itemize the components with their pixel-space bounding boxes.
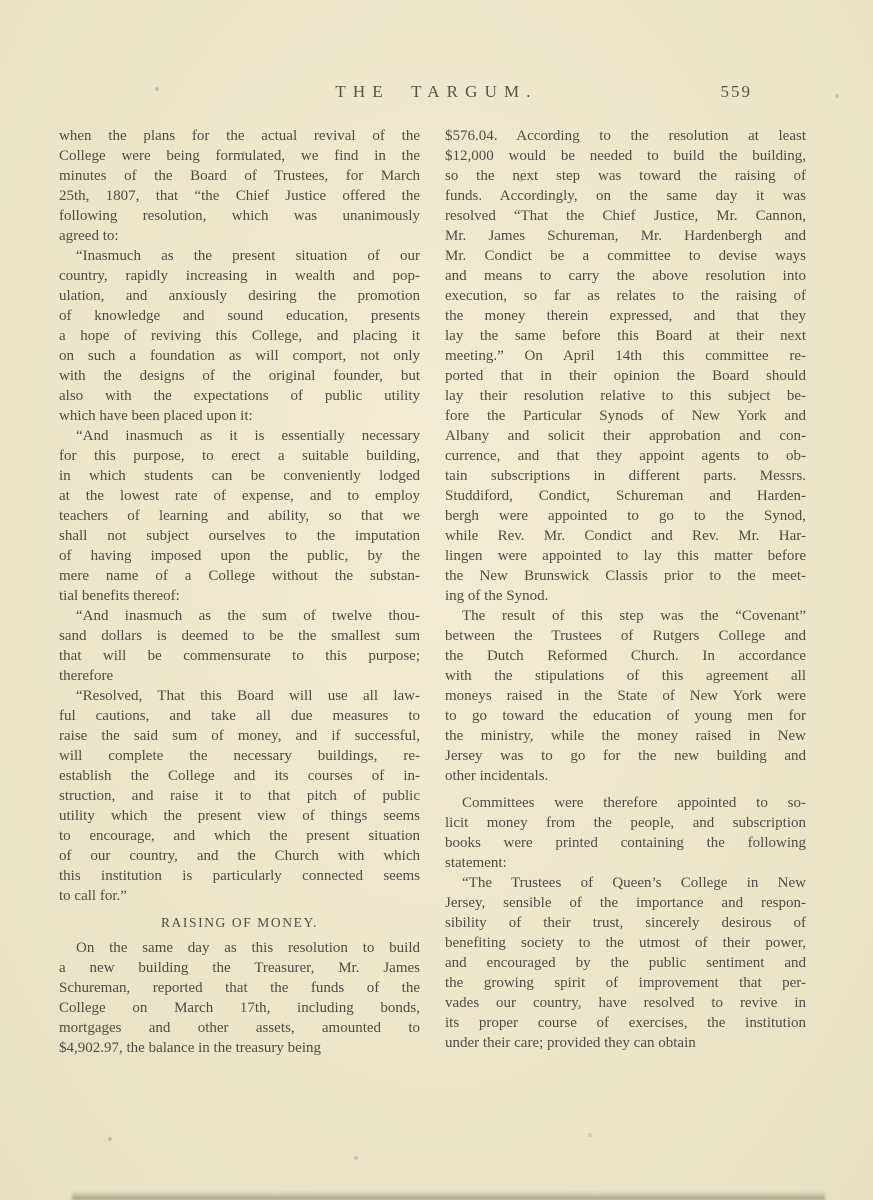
text-line: College were being formulated, we find in the (59, 148, 420, 164)
text-line: 25th, 1807, that “the Chief Justice offered the (59, 188, 420, 204)
text-line: that will be commensurate to this purpose; (59, 648, 420, 664)
text-line: minutes of the Board of Trustees, for March (59, 168, 420, 184)
text-line: following resolution, which was unanimously (59, 208, 420, 224)
page-number: 559 (720, 82, 752, 101)
text-line: “The Trustees of Queen’s College in New (462, 875, 806, 891)
text-line: ing of the Synod. (445, 588, 549, 604)
text-line: “Inasmuch as the present situation of our (76, 248, 420, 264)
text-line: the ministry, while the money raised in New (445, 728, 806, 744)
text-line: sand dollars is deemed to be the smallest sum (59, 628, 420, 644)
text-line: On the same day as this resolution to build (76, 940, 420, 956)
paragraph (59, 606, 420, 686)
text-line: to encourage, and which the present situation (59, 828, 420, 844)
text-line: teachers of learning and ability, so that we (59, 508, 420, 524)
text-line: The result of this step was the “Covenant” (462, 608, 806, 624)
text-line: moneys raised in the State of New York were (445, 688, 806, 704)
paragraph (445, 606, 806, 786)
text-line: Studdiford, Condict, Schureman and Harden- (445, 488, 806, 504)
text-line: ful cautions, and take all due measures to (59, 708, 420, 724)
text-line: country, rapidly increasing in wealth and pop- (59, 268, 420, 284)
text-line: “Resolved, That this Board will use all law- (76, 688, 420, 704)
text-line: of having imposed upon the public, by the (59, 548, 420, 564)
text-line: to go toward the education of young men for (445, 708, 806, 724)
text-line: College on March 17th, including bonds, (59, 1000, 420, 1016)
text-line: Jersey was to go for the new building and (445, 748, 806, 764)
text-line: the Dutch Reformed Church. In accordance (445, 648, 806, 664)
text-line: its proper course of exercises, the institution (445, 1015, 806, 1031)
text-line: establish the College and its courses of in- (59, 768, 420, 784)
running-title: THE TARGUM. (335, 82, 538, 101)
text-line: ported that in their opinion the Board should (445, 368, 806, 384)
paragraph (59, 246, 420, 426)
text-line: mere name of a College without the substan- (59, 568, 420, 584)
text-line: also with the expectations of public utility (59, 388, 420, 404)
text-line: and encouraged by the public sentiment and (445, 955, 806, 971)
text-line: at the lowest rate of expense, and to employ (59, 488, 420, 504)
text-line: “And inasmuch as the sum of twelve thou- (76, 608, 420, 624)
text-line: of our country, and the Church with which (59, 848, 420, 864)
scan-edge-shadow (72, 1191, 825, 1200)
text-line: agreed to: (59, 228, 119, 244)
text-line: struction, and raise it to that pitch of public (59, 788, 420, 804)
text-line: for this purpose, to erect a suitable building, (59, 448, 420, 464)
text-line: while Rev. Mr. Condict and Rev. Mr. Har- (445, 528, 806, 544)
text-line: the New Brunswick Classis prior to the meet- (445, 568, 806, 584)
left-column (59, 126, 420, 1058)
text-line: fore the Particular Synods of New York and (445, 408, 806, 424)
text-line: under their care; provided they can obtain (445, 1035, 696, 1051)
text-line: statement: (445, 855, 507, 871)
text-line: therefore (59, 668, 114, 684)
text-line: other incidentals. (445, 768, 549, 784)
text-line: the money therein expressed, and that they (445, 308, 806, 324)
text-line: in which students can be conveniently lodged (59, 468, 420, 484)
text-line: tial benefits thereof: (59, 588, 180, 604)
text-line: vades our country, have resolved to revive in (445, 995, 806, 1011)
text-line: $12,000 would be needed to build the building, (445, 148, 806, 164)
text-line: between the Trustees of Rutgers College and (445, 628, 806, 644)
text-line: Committees were therefore appointed to so- (462, 795, 806, 811)
text-line: currence, and that they appoint agents to ob- (445, 448, 806, 464)
text-line: tain subscriptions in different parts. Messrs. (445, 468, 806, 484)
text-line: and means to carry the above resolution into (445, 268, 806, 284)
text-line: this institution is particularly connected seems (59, 868, 420, 884)
section-heading: RAISING OF MONEY. (160, 915, 319, 930)
paragraph (59, 686, 420, 906)
paragraph (59, 126, 420, 246)
text-line: raise the said sum of money, and if successful, (59, 728, 420, 744)
text-line: Schureman, reported that the funds of the (59, 980, 420, 996)
text-line: to call for.” (59, 888, 127, 904)
text-line: when the plans for the actual revival of the (59, 128, 420, 144)
text-line: mortgages and other assets, amounted to (59, 1020, 420, 1036)
text-line: which have been placed upon it: (59, 408, 253, 424)
text-line: will complete the necessary buildings, re- (59, 748, 420, 764)
text-line: Mr. Condict be a committee to devise ways (445, 248, 806, 264)
text-line: licit money from the people, and subscription (445, 815, 806, 831)
text-line: $576.04. According to the resolution at least (445, 128, 806, 144)
paragraph (445, 873, 806, 1053)
text-line: with the designs of the original founder, but (59, 368, 420, 384)
text-line: shall not subject ourselves to the imputation (59, 528, 420, 544)
text-line: Albany and solicit their approbation and con- (445, 428, 806, 444)
paragraph (59, 426, 420, 606)
text-line: utility which the present view of things seems (59, 808, 420, 824)
text-line: sibility of their trust, sincerely desirous of (445, 915, 806, 931)
text-line: $4,902.97, the balance in the treasury being (59, 1040, 322, 1056)
text-line: the growing spirit of improvement that per- (445, 975, 806, 991)
text-line: resolved “That the Chief Justice, Mr. Cannon, (445, 208, 806, 224)
paragraph (445, 793, 806, 873)
text-line: with the stipulations of this agreement all (445, 668, 806, 684)
text-line: ulation, and anxiously desiring the promotion (59, 288, 420, 304)
text-line: lay their resolution relative to this subject be- (445, 388, 806, 404)
text-line: of knowledge and sound education, presents (59, 308, 420, 324)
text-line: Mr. James Schureman, Mr. Hardenbergh and (445, 228, 806, 244)
text-line: lay the same before this Board at their next (445, 328, 806, 344)
text-line: bergh were appointed to go to the Synod, (445, 508, 806, 524)
text-line: Jersey, sensible of the importance and respon- (445, 895, 806, 911)
right-column (445, 126, 806, 1058)
text-line: a hope of reviving this College, and placing it (59, 328, 420, 344)
text-columns (59, 126, 807, 1058)
text-line: “And inasmuch as it is essentially necessary (76, 428, 420, 444)
text-line: so the next step was toward the raising of (445, 168, 806, 184)
text-line: books were printed containing the following (445, 835, 806, 851)
text-line: meeting.” On April 14th this committee re- (445, 348, 806, 364)
text-line: a new building the Treasurer, Mr. James (59, 960, 420, 976)
paragraph (445, 126, 806, 606)
scan-speck (0, 0, 2, 2)
paragraph (59, 938, 420, 1058)
text-line: execution, so far as relates to the raising of (445, 288, 806, 304)
text-line: lingen were appointed to lay this matter before (445, 548, 806, 564)
text-line: on such a foundation as will comport, not only (59, 348, 420, 364)
page-header (0, 82, 873, 108)
text-line: funds. Accordingly, on the same day it was (445, 188, 806, 204)
text-line: benefiting society to the utmost of their power, (445, 935, 806, 951)
